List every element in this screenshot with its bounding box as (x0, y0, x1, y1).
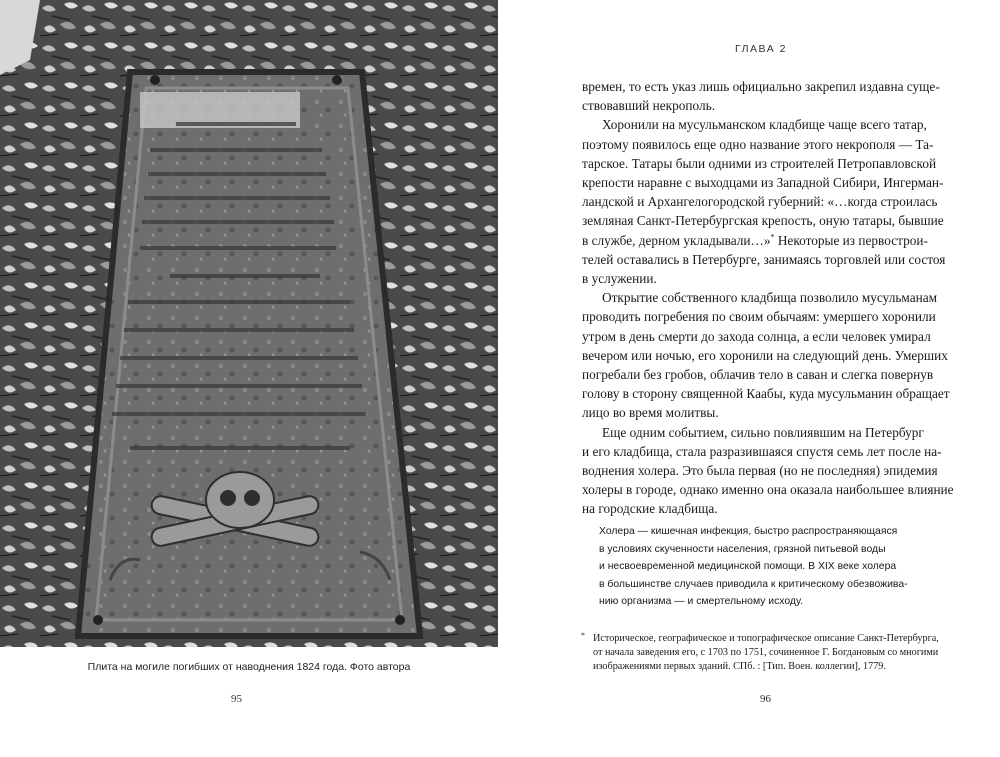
text-line-with-footnote (582, 231, 940, 250)
running-head: ГЛАВА 2 (735, 43, 787, 55)
footnote-mark: * (581, 631, 585, 640)
grave-slab (78, 72, 420, 636)
cholera-sidebar-note (599, 523, 929, 611)
footnote-line: от начала заведения его, с 1703 по 1751, сочиненное Г. Богдановым со многими (593, 647, 939, 658)
text-line: Еще одним событием, сильно повлиявшим на Петербург (602, 424, 924, 440)
text-line: лицо во время молитвы. (582, 405, 719, 421)
body-text (582, 77, 954, 519)
text-line: ландской и Архангелогородской губерний: «…когда строилась (582, 194, 938, 210)
gravestone-photo (0, 0, 498, 647)
text-line: поэтому появилось еще одно название этого некрополя — Та- (582, 136, 934, 152)
text-line: и его кладбища, стала разразившаяся спустя семь лет после на- (582, 443, 942, 459)
text-line: времен, то есть указ лишь официально закрепил издавна суще- (582, 79, 940, 94)
text-line: утром в день смерти до захода солнца, а если человек умирал (582, 328, 931, 344)
text-fragment: Некоторые из первострои- (777, 232, 928, 248)
text-line: проводить погребения по своим обычаям: умершего хоронили (582, 309, 936, 325)
text-line: погребали без гробов, облачив тело в саван и слегка повернув (582, 367, 934, 383)
photo-caption: Плита на могиле погибших от наводнения 1824 года. Фото автора (87, 661, 411, 673)
text-line: в услужении. (582, 271, 657, 287)
text-line: голову в сторону священной Каабы, куда мусульманин обращает (582, 386, 950, 402)
text-line: ствовавший некрополь. (582, 98, 716, 114)
text-line: телей оставались в Петербурге, занимаясь торговлей или состоя (582, 251, 946, 267)
footnote-reference[interactable]: * (770, 232, 775, 242)
rivet (150, 75, 160, 85)
text-line: воднения холера. Это была первая (но не последняя) эпидемия (582, 463, 938, 479)
text-line: Хоронили на мусульманском кладбище чаще всего татар, (602, 117, 927, 133)
text-line: тарское. Татары были одними из строителей Петропавловской (582, 155, 937, 171)
text-line: на городские кладбища. (582, 501, 718, 517)
page-number-left: 95 (231, 693, 242, 705)
rivet (93, 615, 103, 625)
sidebar-line: нию организма — и смертельному исходу. (599, 596, 804, 607)
sidebar-line: и несвоевременной медицинской помощи. В XIX веке холера (599, 561, 897, 572)
text-fragment: в службе, дерном укладывали…» (582, 232, 771, 248)
sidebar-line: в большинстве случаев приводила к критическому обезвожива- (599, 578, 908, 590)
footnote (581, 631, 943, 674)
rivet (332, 75, 342, 85)
footnote-line: Историческое, географическое и топографическое описание Санкт-Петербурга, (593, 633, 939, 644)
rivet (395, 615, 405, 625)
page-number-right: 96 (760, 693, 771, 705)
sidebar-line: Холера — кишечная инфекция, быстро распространяющаяся (599, 526, 898, 537)
text-line: крепости наравне с выходцами из Западной Сибири, Ингерман- (582, 175, 944, 191)
text-line: Открытие собственного кладбища позволило мусульманам (602, 290, 938, 306)
sidebar-line: в условиях скученности населения, грязной питьевой воды (599, 543, 886, 555)
text-line: вечером или ночью, его хоронили на следующий день. Умерших (582, 347, 948, 363)
text-line: холеры в городе, однако именно она оказала наибольшее влияние (582, 482, 954, 498)
footnote-line: изображениями первых зданий. СПб. : [Тип. Воен. коллегии], 1779. (593, 661, 886, 672)
text-line: земляная Санкт-Петербургская крепость, оную татары, бывшие (582, 213, 944, 229)
